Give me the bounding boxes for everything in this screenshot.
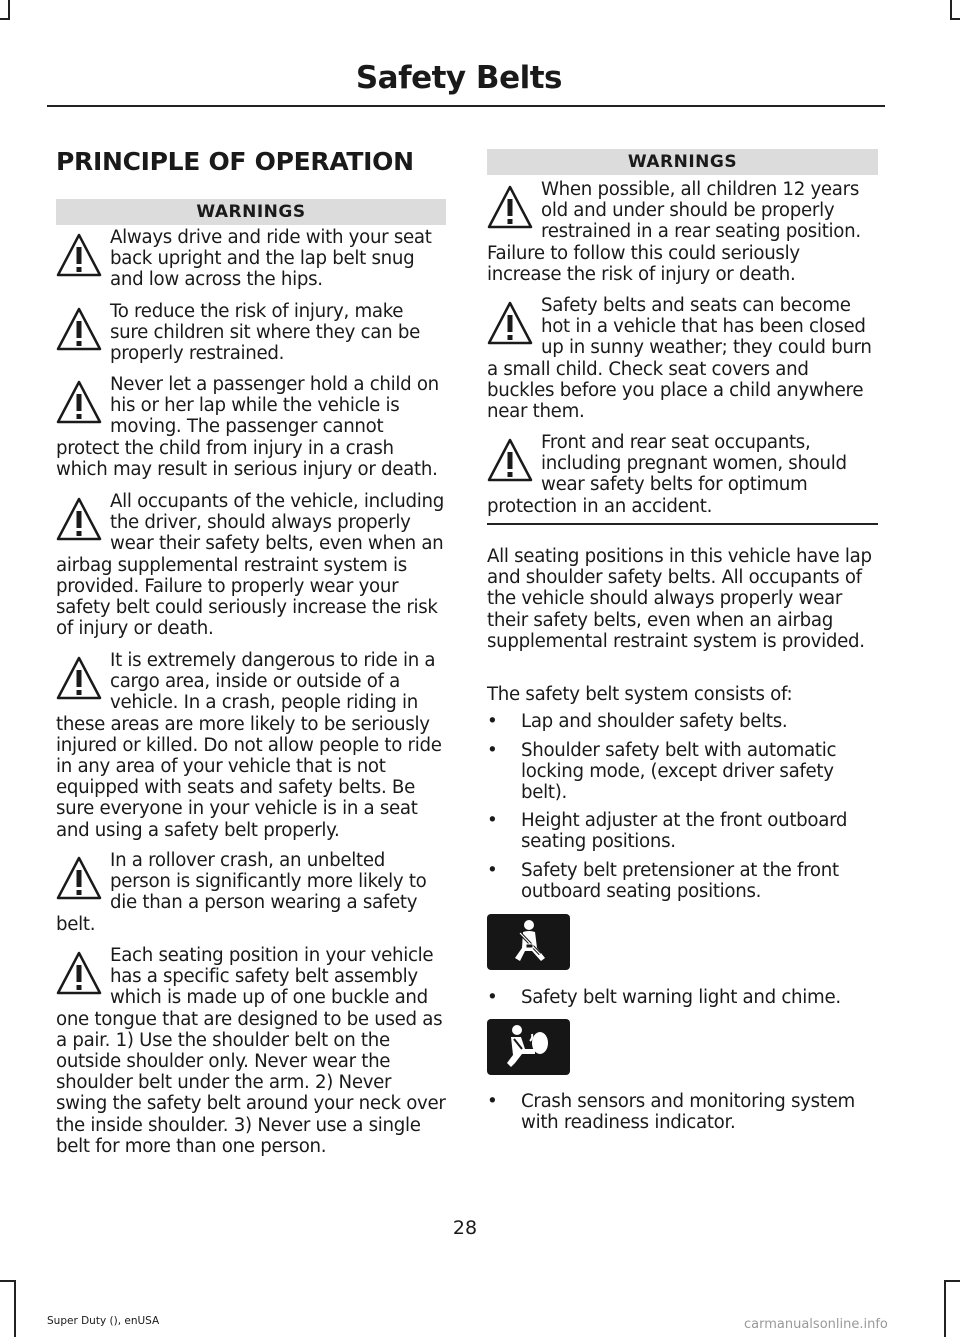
warning-triangle-icon [56, 233, 102, 277]
warning-triangle-icon [56, 380, 102, 424]
warning-item: It is extremely dangerous to ride in a cargo area, inside or outside of a vehicle. In a crash, people riding in these areas are more likely to be seriously injured or killed. Do not allow people to ride in any area of your vehicle that is not equipped with seats and safety belts. Be sure everyone in your vehicle is in a seat and using a safety belt properly. [56, 650, 442, 841]
header-divider [47, 105, 885, 107]
crop-mark [950, 0, 952, 18]
bullet-marker: • [487, 711, 498, 732]
warning-triangle-icon [487, 438, 533, 482]
page-header-title: Safety Belts [355, 60, 562, 96]
bullet-marker: • [487, 1091, 498, 1112]
warning-item: Never let a passenger hold a child on his or her lap while the vehicle is moving. The passenger cannot protect the child from injury in a crash which may result in serious injury or death. [56, 374, 439, 480]
warning-triangle-icon [56, 307, 102, 351]
warning-item: Each seating position in your vehicle has a specific safety belt assembly which is made up of one buckle and one tongue that are designed to be used as a pair. 1) Use the shoulder belt on the outside shoulder only. Never wear the shoulder belt under the arm. 2) Never swing the safety belt around your neck over the inside shoulder. 3) Never use a single belt for more than one person. [56, 945, 446, 1157]
watermark: carmanualsonline.info [744, 1317, 888, 1332]
crop-mark [0, 1280, 16, 1282]
bullet-marker: • [487, 740, 498, 761]
warnings-heading-right: WARNINGS [487, 149, 878, 175]
crop-mark [944, 1280, 960, 1282]
crop-mark [950, 18, 960, 20]
body-paragraph: The safety belt system consists of: [487, 684, 793, 705]
airbag-readiness-lamp-icon [487, 1019, 570, 1075]
warnings-end-divider [487, 523, 878, 525]
bullet-marker: • [487, 987, 498, 1008]
warning-triangle-icon [487, 185, 533, 229]
footer-text: Super Duty (), enUSA [47, 1315, 160, 1327]
warning-item: When possible, all children 12 years old and under should be properly restrained in a rear seating position. Failure to follow this could seriously increase the risk of injury or death. [487, 179, 861, 285]
seatbelt-warning-lamp-icon [487, 914, 570, 970]
warning-triangle-icon [56, 856, 102, 900]
warning-item: Always drive and ride with your seat back upright and the lap belt snug and low across the hips. [56, 227, 446, 291]
list-item: • Height adjuster at the front outboard seating positions. [487, 810, 848, 853]
crop-mark [0, 18, 10, 20]
crop-mark [8, 0, 10, 18]
warning-triangle-icon [56, 951, 102, 995]
warning-item: All occupants of the vehicle, including the driver, should always properly wear their safety belts, even when an airbag supplemental restraint system is provided. Failure to properly wear your safety belt could seriously increase the risk of injury or death. [56, 491, 444, 640]
warning-triangle-icon [56, 497, 102, 541]
list-item: • Safety belt pretensioner at the front outboard seating positions. [487, 860, 839, 903]
list-item: • Lap and shoulder safety belts. [487, 711, 788, 732]
crop-mark [944, 1280, 946, 1337]
bullet-marker: • [487, 810, 498, 831]
warning-item: Safety belts and seats can become hot in a vehicle that has been closed up in sunny weather; they could burn a small child. Check seat covers and buckles before you place a child anywhere near them. [487, 295, 872, 423]
warning-item: In a rollover crash, an unbelted person is significantly more likely to die than a person wearing a safety belt. [56, 850, 427, 935]
list-item: • Safety belt warning light and chime. [487, 987, 841, 1008]
bullet-marker: • [487, 860, 498, 881]
warning-triangle-icon [56, 656, 102, 700]
warning-triangle-icon [487, 301, 533, 345]
section-title: PRINCIPLE OF OPERATION [56, 147, 414, 176]
crop-mark [14, 1280, 16, 1337]
warning-item: To reduce the risk of injury, make sure children sit where they can be properly restrained. [56, 301, 446, 365]
page-number: 28 [452, 1217, 478, 1239]
list-item: • Crash sensors and monitoring system with readiness indicator. [487, 1091, 855, 1134]
body-paragraph: All seating positions in this vehicle have lap and shoulder safety belts. All occupants of the vehicle should always properly wear their safety belts, even when an airbag supplemental restraint system is provided. [487, 546, 872, 652]
list-item: • Shoulder safety belt with automatic locking mode, (except driver safety belt). [487, 740, 837, 804]
warning-item: Front and rear seat occupants, including pregnant women, should wear safety belts for optimum protection in an accident. [487, 432, 847, 517]
warnings-heading-left: WARNINGS [56, 199, 446, 225]
